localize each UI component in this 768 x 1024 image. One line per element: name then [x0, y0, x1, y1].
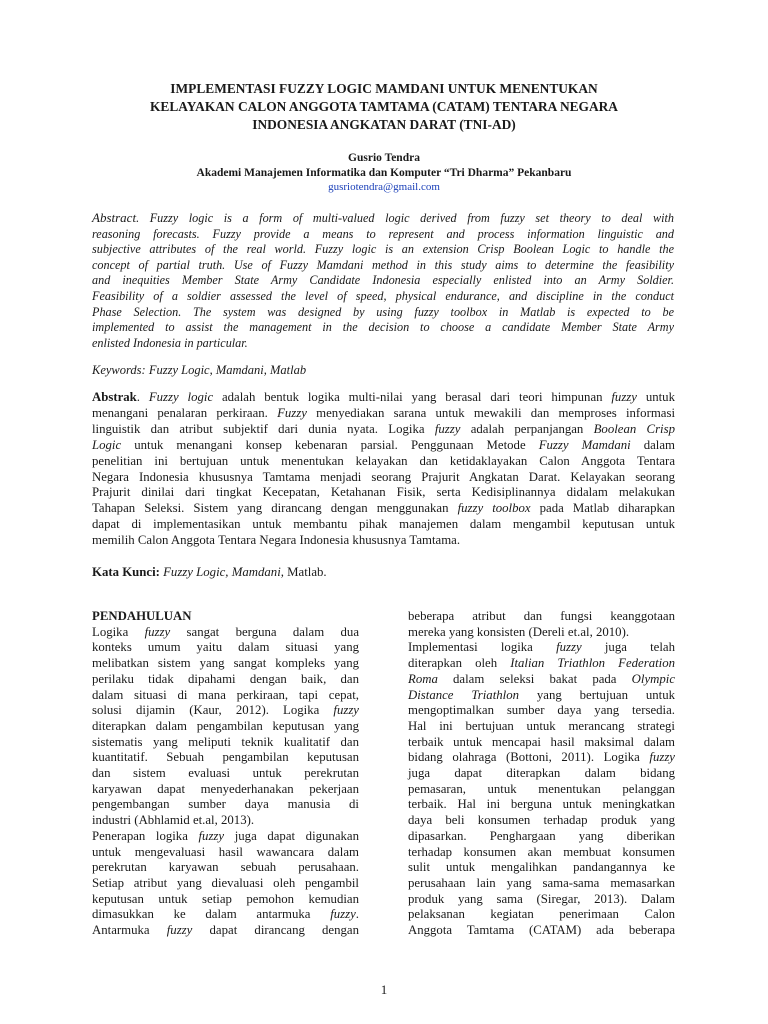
- keywords-english: [92, 363, 306, 378]
- body-line: produk yang sama (Siregar, 2013). Dalam: [408, 891, 675, 906]
- abstract-line: implemented to assist the management in the decision to choose a candidate Member State Army: [92, 320, 674, 335]
- body-line: Penerapan logika fuzzy juga dapat digunakan: [92, 828, 359, 843]
- body-line: Antarmuka fuzzy dapat dirancang dengan: [92, 923, 359, 938]
- abstract-line: enlisted Indonesia in particular.: [92, 335, 248, 350]
- author-affiliation: Akademi Manajemen Informatika dan Komputer “Tri Dharma” Pekanbaru: [196, 167, 572, 179]
- abstrak-line: dapat di implementasikan untuk membantu pihak manajemen dalam mengambil keputusan untuk: [92, 517, 675, 532]
- body-line: Distance Triathlon yang bertujuan untuk: [408, 687, 675, 702]
- column-right-body: [408, 609, 675, 939]
- body-line: dimasukkan ke dalam antarmuka fuzzy.: [92, 907, 359, 922]
- page-number: 1: [380, 982, 388, 997]
- body-line: pelaksanan kegiatan penerimaan Calon: [408, 907, 675, 922]
- abstract-line: Feasibility of a soldier assessed the level of speed, physical endurance, and discipline in the conduct: [92, 288, 674, 303]
- abstrak-line: penelitian ini bertujuan untuk menentukan kelayakan dan ketidaklayakan Calon Anggota Tentara: [92, 453, 675, 468]
- body-line: bidang olahraga (Bottoni, 2011). Logika fuzzy: [408, 750, 675, 765]
- keywords-text: : Fuzzy Logic, Mamdani, Matlab: [141, 363, 307, 377]
- body-line: juga dapat diterapkan dalam bidang: [408, 766, 675, 781]
- body-line: melibatkan sistem yang sangat kompleks yang: [92, 656, 359, 671]
- abstrak-line: memilih Calon Anggota Tentara Negara Indonesia khususnya Tamtama.: [92, 533, 461, 548]
- kata-kunci-rest: Matlab.: [283, 565, 327, 579]
- keywords-label: Keywords: [92, 363, 142, 377]
- body-line: dalam situasi di mana perkiraan, tapi cepat,: [92, 687, 359, 702]
- body-line: karyawan dapat menyederhanakan pekerjaan: [92, 781, 359, 796]
- body-line: perusahaan lain yang sama-sama memasarkan: [408, 875, 675, 890]
- body-line: Hal ini bertujuan untuk merancang strategi: [408, 718, 675, 733]
- column-right: [408, 609, 675, 939]
- section-heading: PENDAHULUAN: [92, 609, 192, 623]
- abstract-label: Abstract: [92, 210, 137, 225]
- body-line: Implementasi logika fuzzy juga telah: [408, 640, 675, 655]
- body-line: keputusan untuk setiap pemohon kemudian: [92, 891, 359, 906]
- body-line: daya beli konsumen terhadap produk yang: [408, 813, 675, 828]
- body-line: sulit untuk mengalihkan pandangannya ke: [408, 860, 675, 875]
- abstrak-line: menangani penalaran perkiraan. Fuzzy menyediakan sarana untuk mewakili dan memproses informasi: [92, 405, 676, 420]
- abstrak-line: Prajurit dinilai dari tingkat Kecepatan, Ketahanan Fisik, serta Kedisiplinannya didalam melakukan: [92, 485, 675, 500]
- body-line: Setiap atribut yang dievaluasi oleh pengambil: [92, 875, 359, 890]
- body-line: pengembangan sumber daya manusia di: [92, 797, 359, 812]
- body-line: solusi dijamin (Kaur, 2012). Logika fuzzy: [92, 703, 359, 718]
- abstrak-line: linguistik dan atribut subjektif dari dunia nyata. Logika fuzzy adalah perpanjangan Boolean Crisp: [92, 421, 675, 436]
- title-line: INDONESIA ANGKATAN DARAT (TNI-AD): [252, 117, 516, 132]
- abstrak-line: Tahapan Seleksi. Sistem yang dirancang dengan menggunakan fuzzy toolbox pada Matlab diharapkan: [92, 501, 675, 516]
- body-line: diterapkan oleh Italian Triathlon Federation: [408, 656, 675, 671]
- body-line: perekrutan karyawan sebuah perusahaan.: [92, 860, 359, 875]
- body-line: Anggota Tamtama (CATAM) ada beberapa: [408, 923, 675, 938]
- kata-kunci-italic: Fuzzy Logic, Mamdani,: [159, 565, 284, 579]
- abstract-id-body: [92, 390, 675, 549]
- body-line: terbaik. Hal ini berguna untuk meningkatkan: [408, 797, 675, 812]
- abstract-line: and inequities Member State Army Candidate Indonesia especially enlisted into an Army Soldier.: [92, 273, 674, 288]
- body-line: dan sistem evaluasi untuk perekrutan: [92, 766, 359, 781]
- keywords-indonesian: [92, 565, 327, 580]
- abstrak-line: Abstrak. Fuzzy logic adalah bentuk logika multi-nilai yang berasal dari teori himpunan fuzzy untuk: [92, 390, 675, 404]
- body-line: industri (Abhlamid et.al, 2013).: [92, 813, 255, 828]
- title-line: IMPLEMENTASI FUZZY LOGIC MAMDANI UNTUK MENENTUKAN: [170, 81, 598, 96]
- body-line: terhadap konsumen akan membuat konsumen: [408, 844, 675, 859]
- body-line: dipasarkan. Penghargaan yang diberikan: [408, 828, 675, 843]
- title-line: KELAYAKAN CALON ANGGOTA TAMTAMA (CATAM) TENTARA NEGARA: [150, 99, 618, 114]
- body-line: Logika fuzzy sangat berguna dalam dua: [92, 624, 359, 639]
- body-line: perilaku tidak dipahami dengan baik, dan: [92, 671, 359, 686]
- body-line: beberapa atribut dan fungsi keanggotaan: [408, 609, 675, 623]
- column-left-body: [92, 625, 359, 939]
- body-line: untuk mengevaluasi hasil wawancara dalam: [92, 844, 359, 859]
- abstract-english: [92, 210, 674, 351]
- abstract-line: subjective attributes of the real world. Fuzzy logic is an extension Crisp Boolean Logic to handle the: [92, 242, 674, 257]
- abstract-line: Abstract. Fuzzy logic is a form of multi-valued logic derived from fuzzy set theory to deal with: [92, 210, 674, 225]
- abstrak-label: Abstrak: [92, 390, 137, 404]
- abstrak-line: Logic untuk menangani konsep kebenaran parsial. Penggunaan Metode Fuzzy Mamdani dalam: [92, 437, 675, 452]
- column-left: [92, 609, 359, 939]
- abstract-line: reasoning forecasts. Fuzzy provide a means to represent and process information linguistic and: [92, 226, 674, 241]
- body-line: sistematis yang meliputi teknik kualitatif dan: [92, 734, 359, 749]
- body-line: diterapkan dalam pengambilan keputusan yang: [92, 718, 359, 733]
- abstract-line: concept of partial truth. Use of Fuzzy Mamdani method in this study aims to determine the feasibility: [92, 257, 674, 272]
- abstract-indonesian: [92, 390, 675, 549]
- body-line: terbaik untuk mencapai hasil maksimal dalam: [408, 734, 675, 749]
- abstrak-line: Negara Indonesia khususnya Tamtama menjadi seorang Prajurit Angkatan Darat. Kelayakan seorang: [92, 469, 675, 484]
- abstract-line: Phase Selection. The system was designed by using fuzzy toolbox in Matlab is expected to be: [92, 304, 674, 319]
- paper-title: [60, 80, 708, 134]
- body-line: konteks umum yaitu dalam situasi yang: [92, 640, 359, 655]
- author-name: Gusrio Tendra: [348, 152, 420, 164]
- body-line: mengoptimalkan sumber daya yang tersedia.: [408, 703, 675, 718]
- kata-kunci-label: Kata Kunci:: [92, 565, 160, 579]
- body-line: kuantitatif. Sebuah pengambilan keputusan: [92, 750, 359, 765]
- body-line: pemasaran, untuk menentukan pelanggan: [408, 781, 675, 796]
- body-line: mereka yang konsisten (Dereli et.al, 2010).: [408, 624, 630, 639]
- body-line: Roma dalam seleksi bakat pada Olympic: [408, 671, 675, 686]
- author-email: gusriotendra@gmail.com: [328, 181, 440, 193]
